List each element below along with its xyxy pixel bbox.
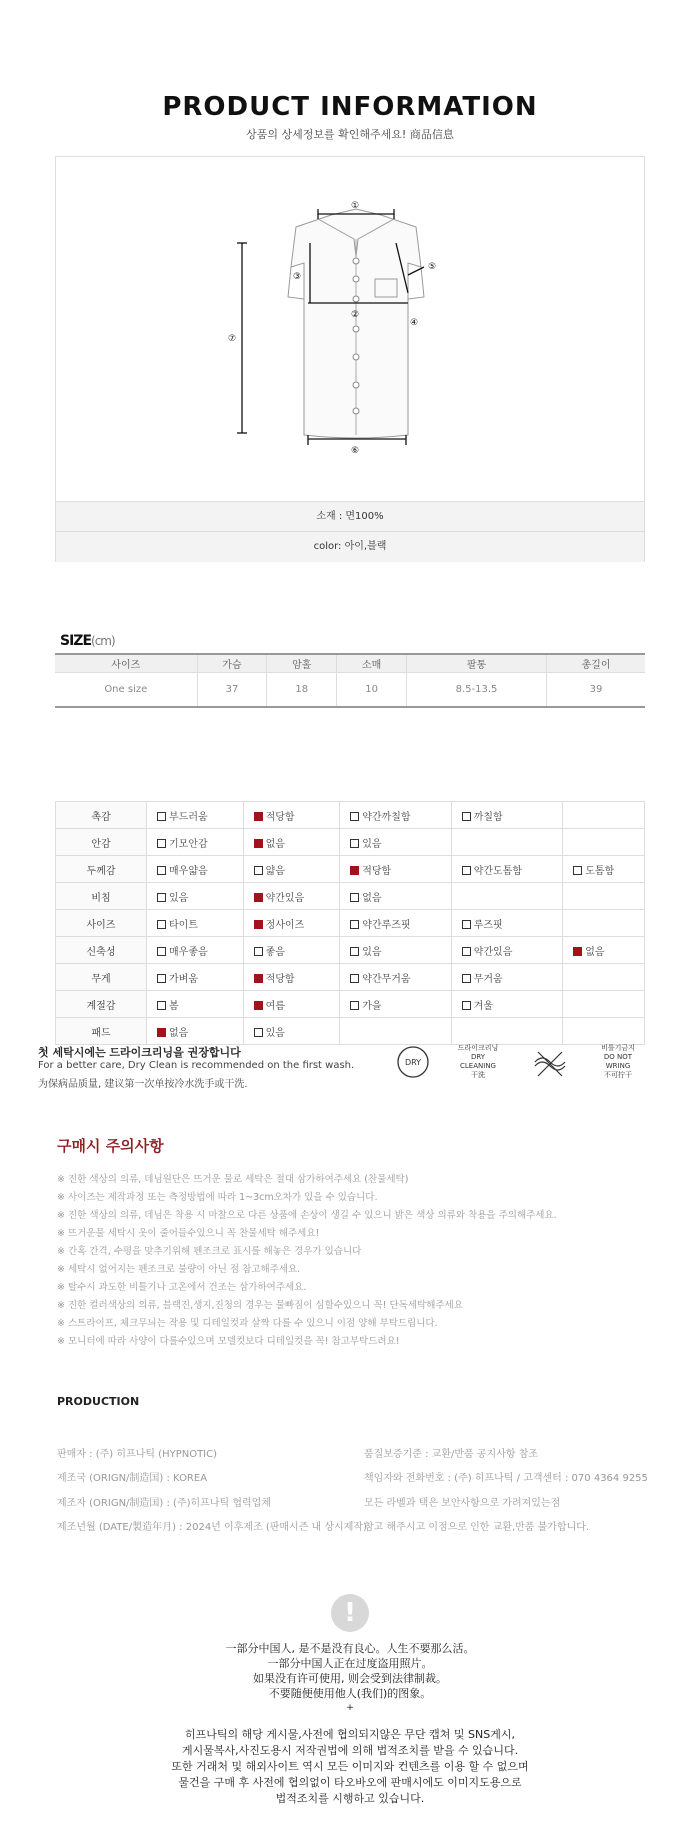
unchecked-box-icon: [350, 920, 359, 929]
attribute-label: 두께감: [56, 856, 147, 883]
attribute-label: 안감: [56, 829, 147, 856]
marker-4: ④: [410, 318, 419, 328]
checked-box-icon: [254, 812, 263, 821]
unchecked-box-icon: [462, 920, 471, 929]
attribute-option-text: 루즈핏: [473, 919, 503, 931]
attribute-option: [243, 883, 340, 910]
attribute-option: [243, 802, 340, 829]
warning-kr-line: 히프나틱의 해당 게시물,사전에 협의되지않은 무단 캡쳐 및 SNS게시,: [185, 1728, 515, 1741]
attribute-option: [340, 991, 452, 1018]
attribute-option-text: 얇음: [265, 865, 285, 877]
attribute-option: [451, 964, 563, 991]
size-section-title: SIZE(cm): [60, 633, 115, 649]
size-header: 소매: [337, 654, 407, 673]
marker-5: ⑤: [428, 262, 437, 272]
attribute-option: [340, 964, 452, 991]
attribute-option-text: 있음: [362, 946, 382, 958]
attribute-option: [243, 910, 340, 937]
checked-box-icon: [350, 866, 359, 875]
table-row: [55, 673, 645, 708]
marker-3: ③: [293, 272, 302, 282]
checked-box-icon: [573, 947, 582, 956]
attribute-option: [340, 856, 452, 883]
checked-box-icon: [254, 974, 263, 983]
no-wring-label: 비틀기금지 DO NOT WRING 不可拧干: [601, 1044, 635, 1079]
attribute-option-text: 없음: [585, 946, 605, 958]
table-row: [56, 856, 645, 883]
attribute-option: [563, 802, 645, 829]
attribute-option: [451, 883, 563, 910]
notice-item: ※ 스트라이프, 체크무늬는 작용 및 디테일컷과 살짝 다를 수 있으니 이점 양해 부탁드립니다.: [57, 1318, 438, 1329]
attribute-option-text: 여름: [265, 1000, 285, 1012]
production-info-left: 제조국 (ORIGN/制造国) : KOREA: [57, 1473, 208, 1484]
attribute-label: 계절감: [56, 991, 147, 1018]
unchecked-box-icon: [157, 839, 166, 848]
attribute-option-text: 기모안감: [169, 838, 208, 850]
attribute-option: [340, 910, 452, 937]
attribute-option-text: 무거움: [473, 973, 503, 985]
notice-item: ※ 세탁시 없어지는 펜조크로 불량이 아닌 점 참고해주세요.: [57, 1264, 301, 1275]
attribute-option-text: 적당함: [265, 811, 295, 823]
size-header: 암홀: [267, 654, 337, 673]
attribute-option-text: 가벼움: [169, 973, 198, 985]
attribute-option: [147, 937, 244, 964]
attribute-option-text: 있음: [362, 838, 382, 850]
attribute-option: [451, 1018, 563, 1045]
marker-1: ①: [351, 201, 360, 211]
attribute-option: [451, 937, 563, 964]
table-row: [56, 1018, 645, 1045]
attribute-option-text: 겨울: [473, 1000, 494, 1012]
unchecked-box-icon: [254, 1028, 263, 1037]
warning-kr-line: 게시물복사,사진도용시 저작권법에 의해 법적조치를 받을 수 있습니다.: [181, 1744, 519, 1757]
size-cell: 37: [197, 673, 267, 708]
attribute-option: [147, 829, 244, 856]
unchecked-box-icon: [462, 812, 471, 821]
attribute-option: [147, 910, 244, 937]
unchecked-box-icon: [157, 893, 166, 902]
attribute-option-text: 없음: [362, 892, 382, 904]
care-notice-cn: 为保病品质量, 建议第一次单按冷水洗手或干洗.: [38, 1079, 248, 1090]
attribute-option: [147, 991, 244, 1018]
notice-item: ※ 뜨거운물 세탁시 옷이 줄어들수있으니 꼭 찬물세탁 해주세요!: [57, 1228, 320, 1239]
unchecked-box-icon: [350, 1001, 359, 1010]
unchecked-box-icon: [254, 947, 263, 956]
checked-box-icon: [254, 1001, 263, 1010]
attribute-option: [451, 910, 563, 937]
notice-item: ※ 간혹 간격, 수평을 맞추기위해 펜조크로 표시를 해놓은 경우가 있습니다: [57, 1246, 362, 1257]
checked-box-icon: [157, 1028, 166, 1037]
attribute-option-text: 약간도톰함: [473, 865, 523, 877]
production-info-left: 판매자 : (주) 히프나틱 (HYPNOTIC): [57, 1449, 218, 1460]
attribute-option-text: 약간까칠함: [362, 811, 411, 823]
unchecked-box-icon: [573, 866, 582, 875]
attribute-option: [147, 964, 244, 991]
production-info-right: 품질보증기준 : 교환/반품 공지사항 참조: [364, 1449, 539, 1460]
table-row: [56, 964, 645, 991]
notice-title: 구매시 주의사항: [57, 1137, 164, 1155]
attribute-option-text: 도톰함: [585, 865, 615, 877]
attribute-option-text: 정사이즈: [265, 919, 305, 931]
care-notice-kr: 첫 세탁시에는 드라이크리닝을 권장합니다: [38, 1046, 241, 1059]
dry-icon: [395, 1044, 431, 1080]
attribute-option: [243, 1018, 340, 1045]
marker-6: ⑥: [351, 446, 360, 456]
page-subtitle: 상품의 상세정보를 확인해주세요! 商品信息: [246, 128, 454, 141]
attribute-option-text: 없음: [169, 1027, 189, 1039]
attribute-option: [147, 802, 244, 829]
attribute-option: [451, 829, 563, 856]
attribute-option: [147, 883, 244, 910]
size-cell: 18: [267, 673, 337, 708]
unchecked-box-icon: [157, 812, 166, 821]
attribute-option: [340, 829, 452, 856]
care-notice-en: For a better care, Dry Clean is recommended on the first wash.: [38, 1060, 355, 1071]
unchecked-box-icon: [350, 974, 359, 983]
marker-7: ⑦: [228, 334, 237, 344]
color-row: color: 아이,블랙: [56, 531, 644, 562]
attribute-option: [563, 991, 645, 1018]
warning-cn-line: 一部分中国人, 是不是没有良心。人生不要那么活。: [225, 1642, 475, 1655]
attribute-option-text: 약간무거움: [362, 973, 411, 985]
attribute-option: [147, 856, 244, 883]
attribute-option: [563, 883, 645, 910]
unchecked-box-icon: [157, 920, 166, 929]
unchecked-box-icon: [350, 839, 359, 848]
attribute-option-text: 가을: [362, 1000, 382, 1012]
attribute-option-text: 약간있음: [473, 946, 513, 958]
notice-item: ※ 진한 색상의 의류, 데님은 착용 시 마찰으로 다른 상품에 손상이 생길 수 있으니 밝은 색상 의류와 착용을 주의해주세요.: [57, 1210, 557, 1221]
production-title: PRODUCTION: [57, 1395, 140, 1408]
unchecked-box-icon: [254, 866, 263, 875]
unchecked-box-icon: [157, 974, 166, 983]
attribute-option: [563, 964, 645, 991]
warning-cn-line: 一部分中国人正在过度盗用照片。: [267, 1657, 433, 1670]
attribute-option: [340, 883, 452, 910]
attribute-option-text: 없음: [265, 838, 285, 850]
attribute-option: [147, 1018, 244, 1045]
page-title: PRODUCT INFORMATION: [162, 92, 538, 122]
marker-2: ②: [351, 310, 360, 320]
production-info-right: 책임자와 전화번호 : (주) 히프나틱 / 고객센터 : 070 4364 9255: [364, 1473, 648, 1484]
warning-icon: !: [331, 1594, 369, 1632]
unchecked-box-icon: [157, 866, 166, 875]
attribute-option-text: 매우좋음: [169, 946, 208, 958]
svg-text:DRY: DRY: [404, 1058, 422, 1067]
unchecked-box-icon: [350, 812, 359, 821]
unchecked-box-icon: [462, 866, 471, 875]
attribute-option-text: 타이트: [169, 919, 198, 931]
unchecked-box-icon: [350, 947, 359, 956]
attribute-label: 촉감: [56, 802, 147, 829]
unchecked-box-icon: [462, 947, 471, 956]
size-header: 가슴: [197, 654, 267, 673]
attribute-option-text: 봄: [169, 1000, 179, 1012]
attribute-option: [563, 937, 645, 964]
unchecked-box-icon: [462, 974, 471, 983]
attribute-option: [243, 964, 340, 991]
size-header: 사이즈: [55, 654, 197, 673]
notice-item: ※ 모니터에 따라 사양이 다를수있으며 모델컷보다 디테일컷을 꼭! 참고부탁드려요!: [57, 1336, 400, 1347]
table-row: [56, 802, 645, 829]
attribute-option: [243, 856, 340, 883]
table-row: [56, 991, 645, 1018]
attribute-option: [243, 937, 340, 964]
size-cell: 10: [337, 673, 407, 708]
unchecked-box-icon: [157, 1001, 166, 1010]
attribute-option: [340, 802, 452, 829]
attribute-option-text: 부드러움: [169, 811, 208, 823]
production-info-left: 제조자 (ORIGN/制造国) : (주)히프나틱 협력업체: [57, 1498, 271, 1509]
attribute-option-text: 적당함: [265, 973, 295, 985]
attribute-label: 무게: [56, 964, 147, 991]
attribute-option: [340, 937, 452, 964]
size-header: 팔통: [407, 654, 547, 673]
notice-item: ※ 진한 컬러색상의 의류, 블랙진,생지,진청의 경우는 물빠짐이 심할수있으니 꼭! 단독세탁해주세요: [57, 1300, 463, 1311]
attribute-label: 신축성: [56, 937, 147, 964]
size-cell: 39: [547, 673, 645, 708]
warning-cn-line: 不要随便使用他人(我们)的图象。: [268, 1687, 432, 1700]
attribute-option-text: 매우얇음: [169, 865, 208, 877]
attribute-label: 비침: [56, 883, 147, 910]
attribute-option: [451, 802, 563, 829]
attribute-option: [243, 991, 340, 1018]
size-cell: One size: [55, 673, 197, 708]
attribute-option: [451, 991, 563, 1018]
fabric-attribute-table: [55, 801, 645, 1045]
notice-item: ※ 진한 색상의 의류, 데님원단은 뜨거운 물로 세탁은 절대 삼가하여주세요 (찬물세탁): [57, 1174, 409, 1185]
production-info-left: 제조년월 (DATE/製造年月) : 2024년 이후제조 (판매시즌 내 상시제작): [57, 1522, 367, 1533]
dry-cleaning-label: 드라이크리닝 DRY CLEANING 干洗: [457, 1044, 499, 1079]
attribute-option: [451, 856, 563, 883]
checked-box-icon: [254, 839, 263, 848]
attribute-option: [563, 910, 645, 937]
attribute-option: [563, 1018, 645, 1045]
product-diagram-frame: [55, 156, 645, 562]
production-info-right: 참고 해주시고 이점으로 인한 교환,반품 불가합니다.: [364, 1522, 590, 1533]
table-row: [56, 829, 645, 856]
attribute-option-text: 좋음: [265, 946, 285, 958]
table-row: [56, 937, 645, 964]
shirt-measurement-diagram: [56, 157, 644, 456]
attribute-option-text: 있음: [169, 892, 189, 904]
attribute-option: [340, 1018, 452, 1045]
attribute-option-text: 있음: [265, 1027, 285, 1039]
unchecked-box-icon: [350, 893, 359, 902]
no-wring-icon: [532, 1048, 568, 1078]
attribute-label: 패드: [56, 1018, 147, 1045]
unchecked-box-icon: [462, 1001, 471, 1010]
production-info-right: 모든 라벨과 택은 보안사항으로 가려져있는점: [364, 1498, 561, 1509]
checked-box-icon: [254, 920, 263, 929]
warning-cn-line: 如果没有许可使用, 则会受到法律制裁。: [253, 1672, 447, 1685]
warning-kr-line: 물건을 구매 후 사전에 협의없이 타오바오에 판매시에도 이미지도용으로: [178, 1776, 522, 1789]
attribute-option-text: 약간루즈핏: [362, 919, 411, 931]
checked-box-icon: [254, 893, 263, 902]
notice-item: ※ 탈수시 과도한 비틀기나 고온에서 건조는 삼가하여주세요.: [57, 1282, 307, 1293]
attribute-option-text: 약간있음: [265, 892, 305, 904]
size-unit: (cm): [91, 634, 115, 648]
warning-separator: +: [346, 1703, 354, 1713]
attribute-option: [243, 829, 340, 856]
size-table: [55, 653, 645, 708]
warning-kr-line: 법적조치를 시행하고 있습니다.: [275, 1792, 425, 1805]
warning-kr-line: 또한 거래처 및 해외사이트 역시 모든 이미지와 컨텐츠를 이용 할 수 없으며: [171, 1760, 529, 1773]
size-header: 총길이: [547, 654, 645, 673]
notice-item: ※ 사이즈는 제작과정 또는 측정방법에 따라 1~3cm오차가 있을 수 있습니다.: [57, 1192, 378, 1203]
attribute-option: [563, 856, 645, 883]
material-row: 소재 : 면100%: [56, 501, 644, 532]
size-cell: 8.5-13.5: [407, 673, 547, 708]
table-row: [56, 883, 645, 910]
attribute-option-text: 적당함: [362, 865, 392, 877]
attribute-option: [563, 829, 645, 856]
unchecked-box-icon: [157, 947, 166, 956]
attribute-label: 사이즈: [56, 910, 147, 937]
attribute-option-text: 까칠함: [473, 811, 503, 823]
table-row: [56, 910, 645, 937]
